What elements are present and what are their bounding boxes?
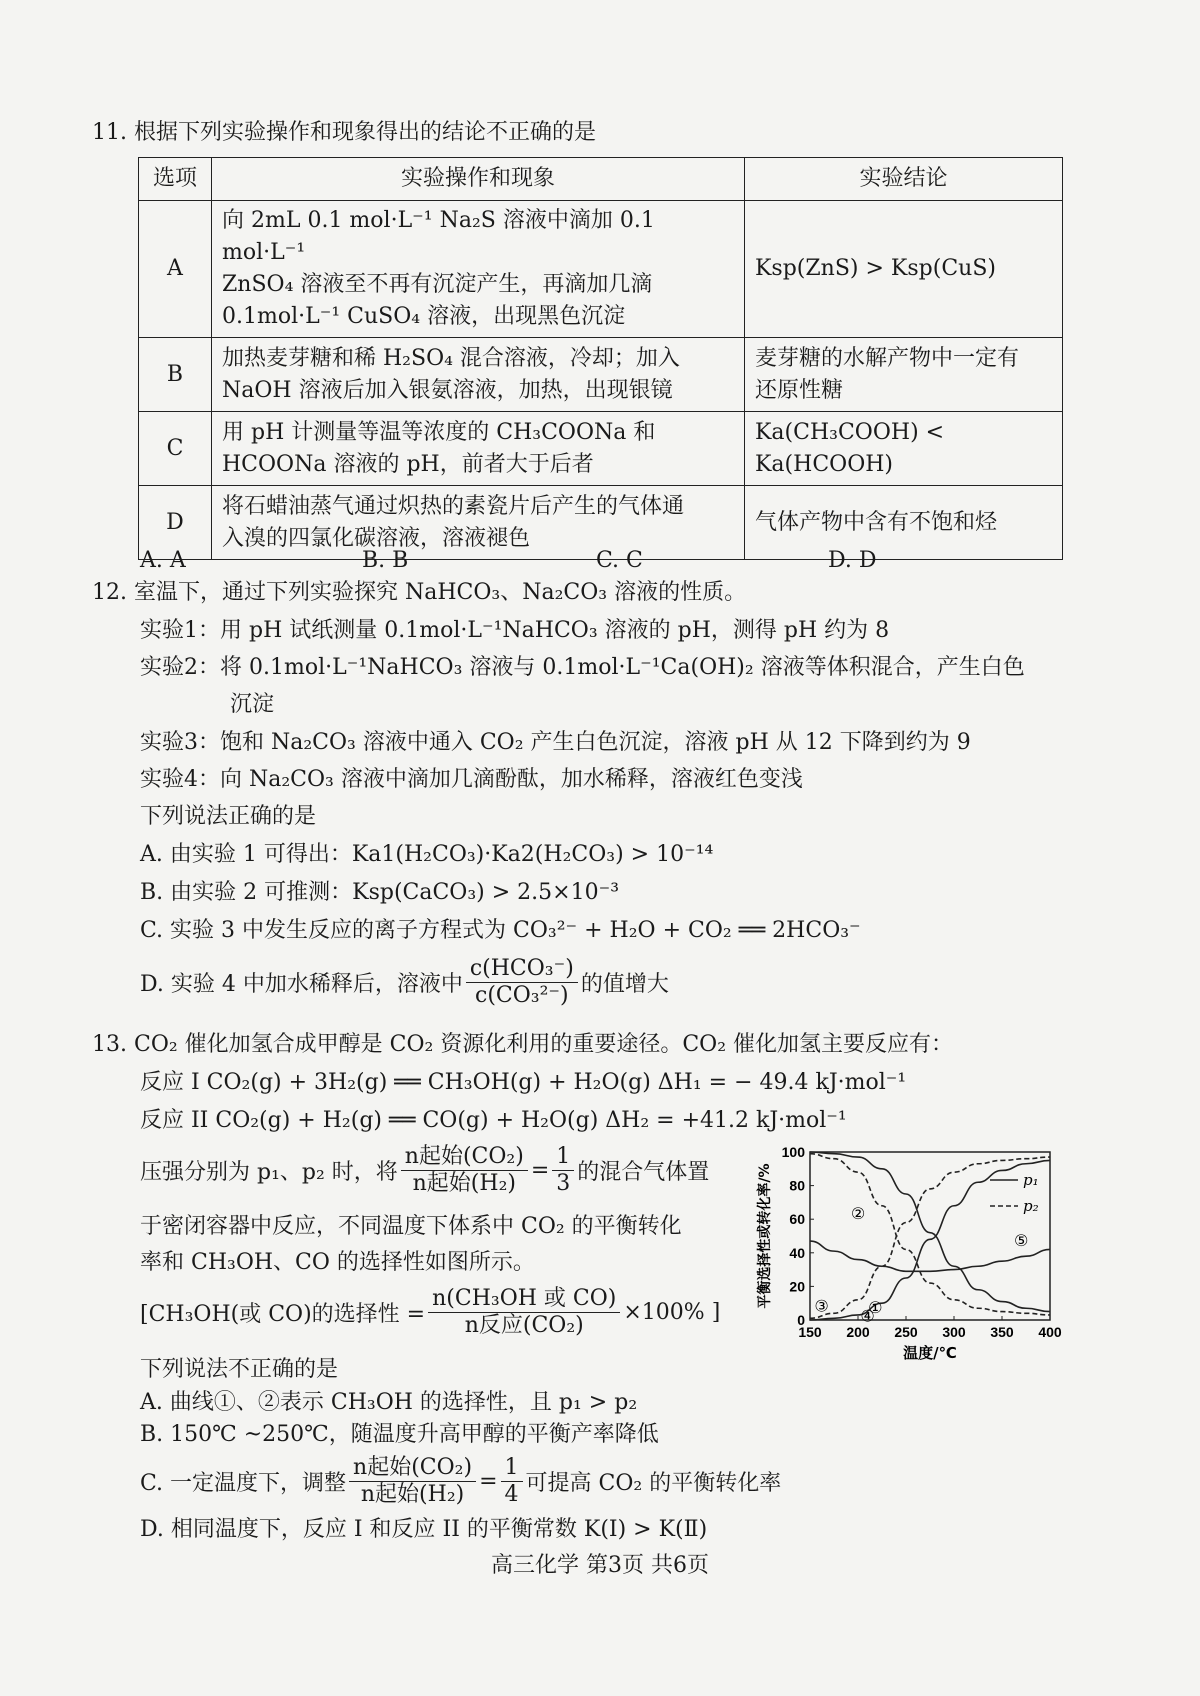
q13-pressure-line (140, 1144, 709, 1197)
q12-exp1: 实验1：用 pH 试纸测量 0.1mol·L⁻¹NaHCO₃ 溶液的 pH，测得 pH 约为 8 (140, 618, 890, 643)
concl-line: 气体产物中含有不饱和烃 (755, 509, 998, 535)
row-option: D (139, 486, 212, 560)
curve-label: ④ (860, 1306, 875, 1326)
x-tick-label: 250 (894, 1324, 918, 1340)
q13-p-equals: = (530, 1158, 550, 1183)
q13-ratio-fraction (401, 1144, 528, 1197)
x-tick-label: 150 (798, 1324, 822, 1340)
concl-line: Ksp(ZnS) > Ksp(CuS) (755, 256, 996, 281)
row-operation (212, 412, 745, 486)
row-operation (212, 338, 745, 412)
fraction-denominator: c(CO₃²⁻) (475, 983, 569, 1008)
q11-stem: 11. 根据下列实验操作和现象得出的结论不正确的是 (92, 120, 596, 145)
x-tick-label: 400 (1038, 1324, 1062, 1340)
op-line: NaOH 溶液后加入银氨溶液，加热，出现银镜 (222, 377, 673, 403)
legend-label: p₂ (1023, 1197, 1039, 1215)
fraction-denominator: n起始(H₂) (360, 1482, 465, 1507)
curve-label: ⑤ (1014, 1231, 1029, 1251)
y-tick-label: 0 (797, 1312, 805, 1328)
fraction-denominator: 3 (556, 1171, 571, 1196)
concl-line: Ka(CH₃COOH) < Ka(HCOOH) (755, 419, 945, 477)
q11-table (138, 157, 1063, 560)
y-tick-label: 100 (781, 1144, 805, 1160)
row-option: C (139, 412, 212, 486)
q13-c-prefix: C. 一定温度下，调整 (140, 1471, 347, 1496)
x-tick-label: 350 (990, 1324, 1014, 1340)
q13-p-prefix: 压强分别为 p₁、p₂ 时，将 (140, 1160, 398, 1185)
q12-choice-c[interactable]: C. 实验 3 中发生反应的离子方程式为 CO₃²⁻ + H₂O + CO₂ ══ 2HCO₃⁻ (140, 918, 861, 943)
fraction-numerator: n起始(CO₂) (401, 1144, 528, 1171)
row-conclusion (745, 412, 1063, 486)
fraction-denominator: n起始(H₂) (412, 1171, 516, 1196)
q12-d-fraction (466, 956, 578, 1009)
q11-choice-d[interactable]: D. D (828, 548, 877, 573)
op-line: 0.1mol·L⁻¹ CuSO₄ 溶液，出现黑色沉淀 (222, 304, 626, 329)
q13-c-value (501, 1455, 523, 1508)
op-line: 加热麦芽糖和稀 H₂SO₄ 混合溶液，冷却；加入 (222, 345, 680, 371)
op-line: 用 pH 计测量等温等浓度的 CH₃COONa 和 (222, 419, 656, 445)
q13-c-fraction (349, 1455, 476, 1508)
q13-c-equals: = (479, 1469, 498, 1494)
x-axis-label: 温度/℃ (903, 1344, 957, 1362)
op-line: 将石蜡油蒸气通过炽热的素瓷片后产生的气体通 (222, 493, 685, 519)
row-option: A (139, 201, 212, 338)
fraction-denominator: n反应(CO₂) (464, 1313, 584, 1338)
op-line: ZnSO₄ 溶液至不再有沉淀产生，再滴加几滴 (222, 272, 653, 297)
curve-label: ① (868, 1298, 883, 1318)
q12-ask: 下列说法正确的是 (140, 804, 317, 829)
row-operation (212, 201, 745, 338)
table-row (139, 201, 1063, 338)
q13-ask: 下列说法不正确的是 (140, 1357, 339, 1382)
y-axis-label: 平衡选择性或转化率/% (757, 1163, 773, 1309)
q13-choice-d[interactable]: D. 相同温度下，反应 I 和反应 II 的平衡常数 K(I) > K(Ⅱ) (140, 1517, 708, 1542)
q11-choice-b[interactable]: B. B (362, 548, 409, 573)
q12-exp3: 实验3：饱和 Na₂CO₃ 溶液中通入 CO₂ 产生白色沉淀，溶液 pH 从 12 下降到约为 9 (140, 730, 971, 755)
q13-choice-b[interactable]: B. 150℃ ~250℃，随温度升高甲醇的平衡产率降低 (140, 1422, 659, 1447)
q13-ratio-value (552, 1144, 574, 1197)
concl-line: 还原性糖 (755, 377, 844, 403)
fraction-numerator: n起始(CO₂) (349, 1455, 476, 1482)
q11-choice-a[interactable]: A. A (140, 548, 186, 573)
op-line: HCOONa 溶液的 pH，前者大于后者 (222, 451, 594, 477)
curve-label: ② (850, 1204, 866, 1224)
row-conclusion (745, 201, 1063, 338)
header-conclusion: 实验结论 (745, 158, 1063, 201)
legend-label: p₁ (1023, 1171, 1039, 1189)
q12-exp2-cont: 沉淀 (230, 692, 275, 717)
q13-sel-fraction (428, 1286, 620, 1339)
op-line: 向 2mL 0.1 mol·L⁻¹ Na₂S 溶液中滴加 0.1 mol·L⁻¹ (222, 208, 655, 265)
y-tick-label: 60 (789, 1211, 805, 1228)
q12-choice-b[interactable]: B. 由实验 2 可推测：Ksp(CaCO₃) > 2.5×10⁻³ (140, 880, 620, 905)
q13-chart (752, 1140, 1072, 1365)
q13-text-line2: 于密闭容器中反应，不同温度下体系中 CO₂ 的平衡转化 (140, 1214, 682, 1239)
op-line: 入溴的四氯化碳溶液，溶液褪色 (222, 525, 531, 551)
q12-stem: 12. 室温下，通过下列实验探究 NaHCO₃、Na₂CO₃ 溶液的性质。 (92, 580, 747, 605)
curve-label: ③ (814, 1296, 829, 1316)
q13-text-line3: 率和 CH₃OH、CO 的选择性如图所示。 (140, 1250, 535, 1275)
q13-reaction-2: 反应 II CO₂(g) + H₂(g) ══ CO(g) + H₂O(g) ΔH₂ = +41.2 kJ·mol⁻¹ (140, 1108, 847, 1133)
q11-choice-c[interactable]: C. C (596, 548, 643, 573)
chart-plot (756, 1144, 1062, 1362)
q12-exp4: 实验4：向 Na₂CO₃ 溶液中滴加几滴酚酞，加水稀释，溶液红色变浅 (140, 767, 803, 792)
q12-d-prefix: D. 实验 4 中加水稀释后，溶液中 (140, 972, 463, 997)
y-tick-label: 20 (789, 1278, 805, 1295)
table-header-row (139, 158, 1063, 201)
fraction-numerator: n(CH₃OH 或 CO) (428, 1286, 620, 1313)
q13-stem: 13. CO₂ 催化加氢合成甲醇是 CO₂ 资源化利用的重要途径。CO₂ 催化加氢主要反应有： (92, 1032, 954, 1057)
fraction-numerator: c(HCO₃⁻) (466, 956, 578, 983)
header-operation: 实验操作和现象 (212, 158, 745, 201)
q13-sel-prefix: [CH₃OH(或 CO)的选择性 = (140, 1302, 426, 1327)
q13-selectivity-def (140, 1286, 720, 1339)
q12-choice-a[interactable]: A. 由实验 1 可得出：Ka1(H₂CO₃)·Ka2(H₂CO₃) > 10⁻¹⁴ (140, 842, 714, 867)
table-row (139, 338, 1063, 412)
q13-choice-a[interactable]: A. 曲线①、②表示 CH₃OH 的选择性，且 p₁ > p₂ (140, 1390, 638, 1415)
q12-d-suffix: 的值增大 (580, 972, 669, 997)
q12-exp2: 实验2：将 0.1mol·L⁻¹NaHCO₃ 溶液与 0.1mol·L⁻¹Ca(OH)₂ 溶液等体积混合，产生白色 (140, 655, 1025, 680)
row-conclusion (745, 338, 1063, 412)
header-option: 选项 (139, 158, 212, 201)
q13-reaction-1: 反应 I CO₂(g) + 3H₂(g) ══ CH₃OH(g) + H₂O(g) ΔH₁ = − 49.4 kJ·mol⁻¹ (140, 1070, 907, 1095)
fraction-numerator: 1 (501, 1455, 523, 1482)
q13-sel-suffix: ×100% ] (623, 1300, 721, 1325)
table-row (139, 412, 1063, 486)
x-tick-label: 200 (846, 1324, 870, 1340)
q13-c-suffix: 可提高 CO₂ 的平衡转化率 (525, 1471, 782, 1496)
fraction-denominator: 4 (504, 1482, 519, 1507)
x-tick-label: 300 (942, 1324, 966, 1340)
concl-line: 麦芽糖的水解产物中一定有 (755, 345, 1020, 371)
fraction-numerator: 1 (552, 1144, 574, 1171)
y-tick-label: 80 (789, 1177, 805, 1194)
q13-p-suffix: 的混合气体置 (577, 1160, 710, 1185)
row-conclusion (745, 486, 1063, 560)
row-operation (212, 486, 745, 560)
row-option: B (139, 338, 212, 412)
y-tick-label: 40 (789, 1244, 805, 1261)
q13-choice-c[interactable] (140, 1455, 781, 1508)
q12-choice-d[interactable] (140, 956, 669, 1009)
page-footer: 高三化学 第3页 共6页 (491, 1553, 709, 1578)
